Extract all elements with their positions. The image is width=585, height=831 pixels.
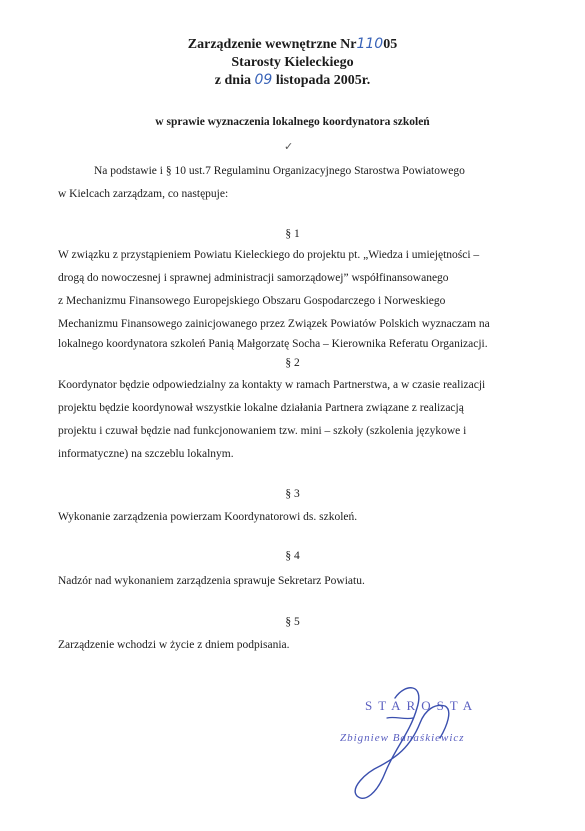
mark-icon: ✓ [284,140,294,153]
section-mark: § 2 [285,357,300,369]
stamp-title: STAROSTA [365,698,479,713]
section-mark: § 4 [285,550,300,562]
stamp-name: Zbigniew Banaśkiewicz [340,732,465,744]
date-prefix: z dnia [214,73,251,88]
section-mark: § 3 [285,488,300,500]
section-1-line: z Mechanizmu Finansowego Europejskiego Obszaru Gospodarczego i Norweskiego [58,295,446,307]
section-2-line: informatyczne) na szczeblu lokalnym. [58,448,234,460]
section-2-line: Koordynator będzie odpowiedzialny za kontakty w ramach Partnerstwa, a w czasie realizacji [58,379,486,391]
section-mark: § 1 [285,228,300,240]
section-1-line: Mechanizmu Finansowego zainicjowanego przez Związek Powiatów Polskich wyznaczam na [58,318,490,330]
subject-line: w sprawie wyznaczenia lokalnego koordynatora szkoleń [155,116,430,128]
section-1-line: drogą do nowoczesnej i sprawnej administracji samorządowej” współfinansowanego [58,272,449,284]
section-2-line: projektu będzie koordynował wszystkie lokalne działania Partnera związane z realizacją [58,402,464,414]
section-1-line: lokalnego koordynatora szkoleń Panią Małgorzatę Socha – Kierownika Referatu Organizacji. [58,338,488,350]
handwritten-number: 110 [356,36,384,52]
signature-graphic [325,678,475,808]
section-2-line: projektu i czuwał będzie nad funkcjonowaniem tzw. mini – szkoły (szkolenia językowe i [58,425,467,437]
title-prefix: Zarządzenie wewnętrzne Nr [187,37,357,52]
section-4-line: Nadzór nad wykonaniem zarządzenia sprawuje Sekretarz Powiatu. [58,575,365,587]
handwritten-day: 09 [254,72,273,88]
section-mark: § 5 [285,616,300,628]
title-line-3 [0,72,585,89]
section-5-line: Zarządzenie wchodzi w życie z dniem podpisania. [58,639,290,651]
intro-line-1: Na podstawie i § 10 ust.7 Regulaminu Organizacyjnego Starostwa Powiatowego [94,165,465,177]
section-3-line: Wykonanie zarządzenia powierzam Koordynatorowi ds. szkoleń. [58,511,358,523]
intro-line-2: w Kielcach zarządzam, co następuje: [58,188,229,200]
title-line-2: Starosty Kieleckiego [231,55,354,70]
title-line-1 [0,36,585,53]
title-suffix: 05 [383,37,398,52]
section-1-line: W związku z przystąpieniem Powiatu Kieleckiego do projektu pt. „Wiedza i umiejętności – [58,249,480,261]
date-suffix: listopada 2005r. [275,73,371,88]
